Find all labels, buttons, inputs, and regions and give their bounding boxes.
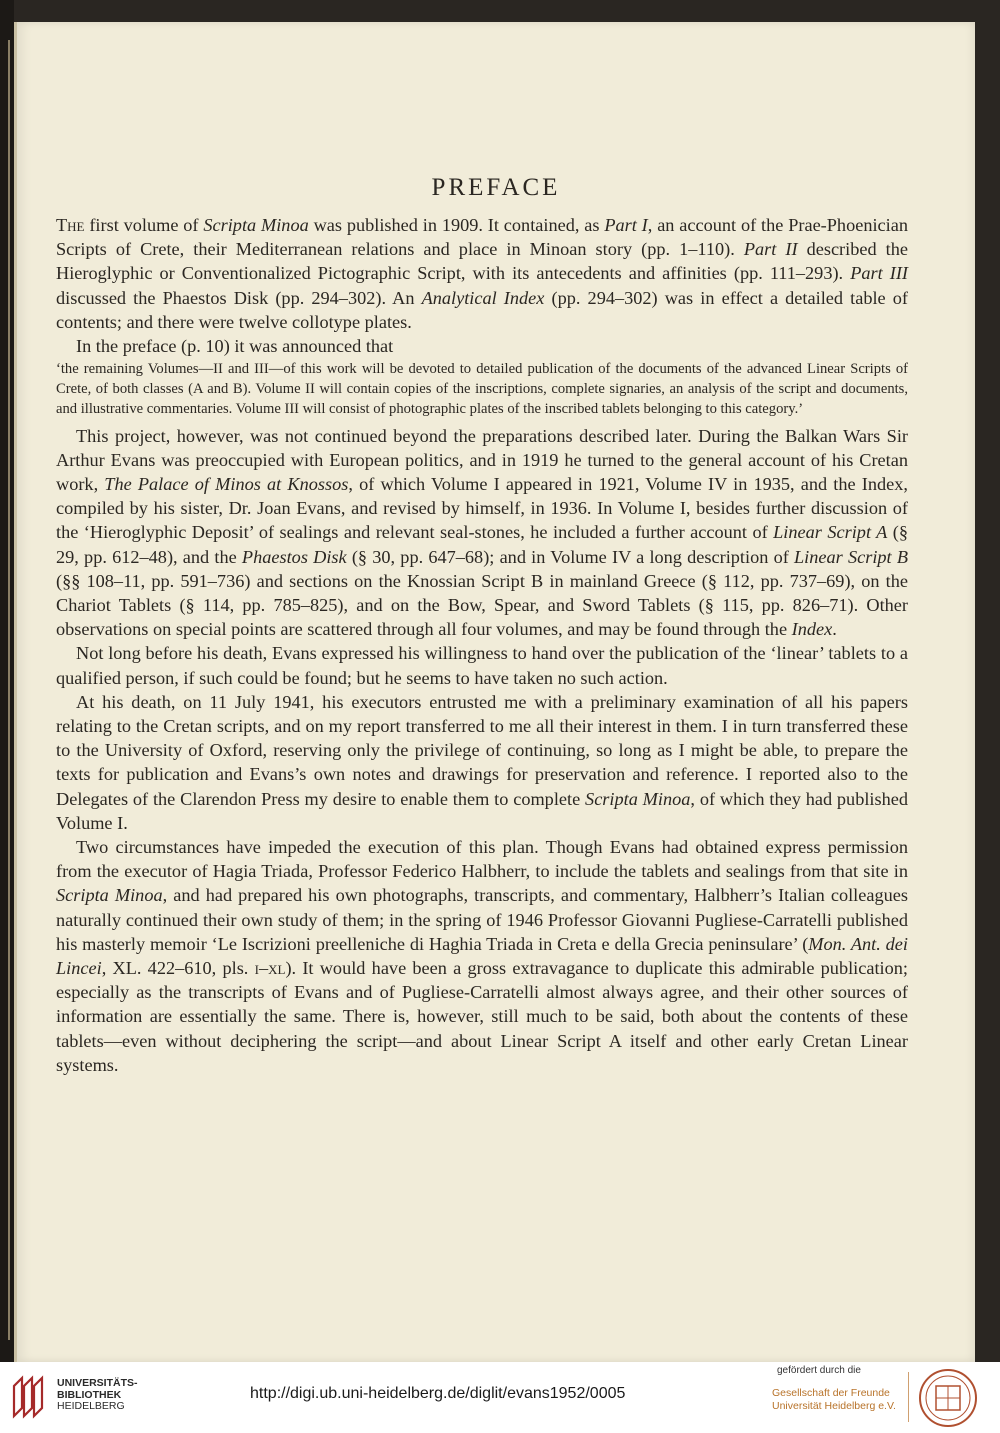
society-name [772,1387,896,1413]
university-seal-icon [918,1368,978,1428]
block-quote: ‘the remaining Volumes—II and III—of this work will be devoted to detailed publication of the documents of the advanced Linear Scripts of Crete, of both classes (A and B). Volume II will contain copies of the inscriptions, complete signaries, an analysis of the script and documents, and illustrative commentaries. Volume III will consist of photographic plates of the inscribed tablets belonging to this category.’ [56,361,908,417]
footer-divider [908,1372,909,1422]
society-name-line1: Gesellschaft der Freunde [772,1387,890,1399]
body-text [56,213,908,1077]
library-name-line1: UNIVERSITÄTS- [57,1377,138,1389]
university-library-logo-icon [10,1372,46,1422]
scan-left-edge [0,0,14,1362]
page-title: PREFACE [431,174,561,201]
paragraph: In the preface (p. 10) it was announced that [76,336,394,357]
book-page [14,22,975,1362]
paragraph: This project, however, was not continued beyond the preparations described later. During the Balkan Wars Sir Arthur Evans was preoccupied with European politics, and in 1919 he turned to the general account of his Cretan work, The Palace of Minos at Knossos, of which Volume I appeared in 1921, Volume IV in 1935, and the Index, compiled by his sister, Dr. Joan Evans, and revised by himself, in 1936. In Volume I, besides further discussion of the ‘Hieroglyphic Deposit’ of sealings and relevant seal-stones, he included a further account of Linear Script A (§ 29, pp. 612–48), and the Phaestos Disk (§ 30, pp. 647–68); and in Volume IV a long description of Linear Script B (§§ 108–11, pp. 591–736) and sections on the Knossian Script B in mainland Greece (§ 112, pp. 737–69), on the Chariot Tablets (§ 114, pp. 785–825), and on the Bow, Spear, and Sword Tablets (§ 115, pp. 826–71). Other observations on special points are scattered through all four volumes, and may be found through the Index. [56,425,908,640]
paragraph: Two circumstances have impeded the execution of this plan. Though Evans had obtained express permission from the executor of Hagia Triada, Professor Federico Halbherr, to include the tablets and sealings from that site in Scripta Minoa, and had prepared his own photographs, transcripts, and commentary, Halbherr’s Italian colleagues naturally continued their own study of them; in the spring of 1946 Professor Giovanni Pugliese-Carratelli published his masterly memoir ‘Le Iscrizioni preelleniche di Haghia Triada in Creta e della Grecia peninsulare’ (Mon. Ant. dei Lincei, XL. 422–610, pls. i–xl). It would have been a gross extravagance to duplicate this admirable publication; especially as the transcripts of Evans and of Pugliese-Carratelli almost always agree, and their other sources of information are essentially the same. There is, however, still much to be said, both about the contents of these tablets—even without deciphering the script—and about Linear Script A itself and other early Cretan Linear systems. [56,837,909,1075]
footer-bar [0,1362,1000,1433]
society-name-line2: Universität Heidelberg e.V. [772,1400,896,1412]
paragraph: The first volume of Scripta Minoa was published in 1909. It contained, as Part I, an account of the Prae-Phoenician Scripts of Crete, their Mediterranean relations and place in Minoan story (pp. 1–110). Part II described the Hieroglyphic or Conventionalized Pictographic Script, with its antecedents and affinities (pp. 111–293). Part III discussed the Phaestos Disk (pp. 294–302). An Analytical Index (pp. 294–302) was in effect a detailed table of contents; and there were twelve collotype plates. [56,215,909,332]
paragraph: Not long before his death, Evans expressed his willingness to hand over the publication of the ‘linear’ tablets to a qualified person, if such could be found; but he seems to have taken no such action. [56,643,908,688]
paragraph: At his death, on 11 July 1941, his executors entrusted me with a preliminary examination of all his papers relating to the Cretan scripts, and on my report transferred to me all their interest in them. I in turn transferred these to the University of Oxford, reserving only the privilege of continuing, so long as I might be able, to prepare the texts for publication and Evans’s own notes and drawings for preservation and reference. I reported also to the Delegates of the Clarendon Press my desire to enable them to complete Scripta Minoa, of which they had published Volume I. [56,691,909,833]
permalink-url[interactable]: http://digi.ub.uni-heidelberg.de/diglit/evans1952/0005 [250,1385,626,1402]
library-name [57,1378,138,1413]
library-name-line2: BIBLIOTHEK [57,1388,122,1401]
library-name-line3: HEIDELBERG [57,1400,125,1412]
funded-by-label: gefördert durch die [777,1365,861,1376]
